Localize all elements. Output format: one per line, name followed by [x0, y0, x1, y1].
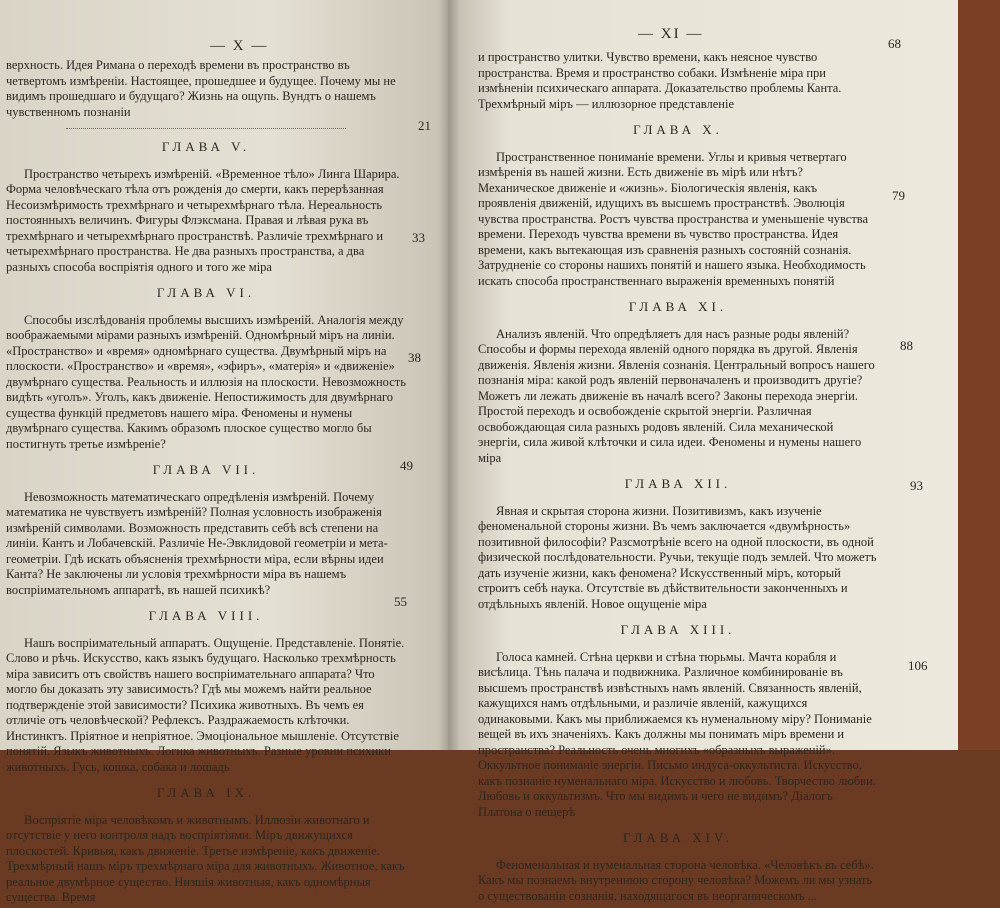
chapter-text: Воспрiятiе мiра человѣкомъ и животнымъ. Иллюзiи животнаго и отсутствiе у него контроля надъ воспрiятiями. Мiръ движущихся плоскостей. Кривыя, какъ движенiе. Третье измѣренiе, какъ движенiе. Трехмѣрный нашъ мiръ трехмѣрнаго мiра для животныхъ. Животное, какъ реальное двумѣрное существо. Низшiя животныя, какъ одномѣрныя существа. Время: [6, 812, 405, 904]
chapter-title: ГЛАВА VI.: [156, 285, 256, 300]
chapter-xiii: [478, 622, 878, 820]
chapter-text: Пространственное пониманiе времени. Углы и кривыя четвертаго измѣренiя въ нашей жизни. Есть движенiе въ мiрѣ или нѣтъ? Механическое движенiе и «жизнь». Бiологическiя явленiя, какъ проявленiя движенiй, идущихъ въ высшемъ пространствѣ. Эволюцiя чувства пространства. Ростъ чувства пространства и уменьшенiе чувства времени. Переходъ чувства времени въ чувство пространства. Идея времени, какъ вытекающая изъ сравненiя разныхъ состоянiй сознанiя. Затрудненiе со стороны нашихъ понятiй и нашего языка. Необходимость искать способа пространственнаго выраженiя временныхъ понятiй: [478, 149, 869, 288]
book-cover-edge: [958, 0, 1000, 750]
chapter-ix: [6, 785, 406, 906]
chapter-viii: [6, 608, 406, 775]
page-number: 93: [910, 478, 923, 493]
left-column: [6, 58, 406, 908]
page-number: 79: [892, 188, 905, 203]
page-number: 38: [408, 350, 421, 365]
chapter-title: ГЛАВА XIII.: [620, 622, 736, 637]
chapter-text: Невозможность математическаго опредѣленiя измѣренiй. Почему математика не чувствуетъ измѣренiй? Полная условность изображенiя измѣренiй символами. Возможность представить себѣ всѣ степени на линiи. Кантъ и Лобачевскiй. Различiе Не-Эвклидовой геометрiи и мета-геометрiи. Гдѣ искать объясненiя трехмѣрности мiра, если вѣрны идеи Канта? Не заключены ли условiя трехмѣрности мiра въ нашемъ воспрiимательномъ аппаратѣ, въ нашей психикѣ?: [6, 489, 388, 597]
chapter-xi: [478, 299, 878, 466]
page-number: 88: [900, 338, 913, 353]
page-number: 33: [412, 230, 425, 245]
right-intro: и пространство улитки. Чувство времени, какъ неясное чувство пространства. Время и пространство собаки. Измѣненiе мiра при измѣненiи психическаго аппарата. Доказательство проблемы Канта. Трехмѣрный мiръ — иллюзорное представленiе: [478, 50, 842, 111]
chapter-vii: [6, 462, 406, 598]
chapter-v: [6, 139, 406, 275]
left-page: [0, 0, 448, 904]
chapter-text: Нашъ воспрiимательный аппаратъ. Ощущенiе. Представленiе. Понятiе. Слово и рѣчь. Искусство, какъ языкъ будущаго. Насколько трехмѣрность мiра зависитъ отъ свойствъ нашего воспрiимательнаго аппарата? Что могло бы доказать эту зависимость? Гдѣ мы можемъ найти реальное подтвержденiе этой зависимости? Психика животныхъ. Въ чемъ ея отличiе отъ человѣческой? Рефлексъ. Раздражаемость клѣточки. Инстинктъ. Прiятное и непрiятное. Эмоцiональное мышленiе. Отсутствiе понятiй. Языкъ животныхъ. Логика животныхъ. Разные уровни психики животныхъ. Гусь, кошка, собака и лошадь: [6, 635, 405, 774]
page-number: 21: [418, 118, 431, 133]
right-column: [478, 50, 878, 906]
page-number: 55: [394, 594, 407, 609]
chapter-x: [478, 122, 878, 289]
chapter-title: ГЛАВА IX.: [156, 785, 256, 800]
chapter-title: ГЛАВА VII.: [152, 462, 260, 477]
page-number: 106: [908, 658, 928, 673]
chapter-text: Способы изслѣдованiя проблемы высшихъ измѣренiй. Аналогiя между воображаемыми мiрами разныхъ измѣренiй. Одномѣрный мiръ на линiи. «Пространство» и «время» одномѣрнаго существа. Двумѣрный мiръ на плоскости. «Пространство» и «время», «эфиръ», «матерiя» и «движенiе» двумѣрнаго существа. Реальность и иллюзiя на плоскости. Невозможность видѣть «уголъ». Уголъ, какъ движенiе. Непостижимость для двумѣрнаго существа функцiй предметовъ нашего мiра. Феномены и нумены двумѣрнаго существа. Какимъ образомъ плоское существо могло бы постигнуть третье измѣренiе?: [6, 312, 406, 451]
chapter-title: ГЛАВА XI.: [628, 299, 728, 314]
chapter-vi: [6, 285, 406, 452]
book-gutter: [438, 0, 460, 750]
chapter-text: Голоса камней. Стѣна церкви и стѣна тюрьмы. Мачта корабля и висѣлица. Тѣнь палача и подвижника. Различное комбинированiе въ высшемъ пространствѣ извѣстныхъ намъ явленiй. Связанность явленiй, кажущихся намъ отдѣльными, и различiе явленiй, кажущихся одинаковыми. Какъ мы приближаемся къ нуменальному мiру? Пониманiе вещей въ ихъ значенiяхъ. Какъ должны мы понимать мiръ времени и пространства? Реальность очень многихъ «образныхъ выраженiй». Оккультное пониманiе энергiи. Письмо индуса-оккультиста. Искусство, какъ познанiе нуменальнаго мiра. Искусство и любовь. Творчество любви. Любовь и оккультизмъ. Что мы видимъ и чего не видимъ? Дiалогъ Платона о пещерѣ: [478, 649, 876, 819]
left-folio: — X —: [210, 38, 269, 54]
chapter-title: ГЛАВА X.: [633, 122, 723, 137]
chapter-title: ГЛАВА XIV.: [623, 830, 733, 845]
chapter-text: Феноменальная и нуменальная сторона человѣка. «Человѣкъ въ себѣ». Какъ мы познаемъ внутреннюю сторону человѣка? Можемъ ли мы узнать о существованiи сознанiя, находящагося въ неорганическомъ ...: [478, 857, 874, 903]
chapter-xii: [478, 476, 878, 612]
page-number: 49: [400, 458, 413, 473]
chapter-title: ГЛАВА VIII.: [148, 608, 264, 623]
left-intro: верхность. Идея Римана о переходѣ времени въ пространство въ четвертомъ измѣренiи. Настоящее, прошедшее и будущее. Почему мы не видимъ прошедшаго и будущаго? Жизнь на ощупь. Вундтъ о нашемъ чувственномъ познанiи: [6, 58, 396, 119]
right-folio: — XI —: [638, 26, 704, 42]
chapter-title: ГЛАВА XII.: [624, 476, 732, 491]
chapter-xiv: [478, 830, 878, 904]
chapter-text: Пространство четырехъ измѣренiй. «Временное тѣло» Линга Шарира. Форма человѣческаго тѣла отъ рожденiя до смерти, какъ перерѣзанная Несоизмѣримость трехмѣрнаго и четырехмѣрнаго тѣла. Нереальность постоянныхъ величинъ. Фигуры Флэксмана. Правая и лѣвая рука въ трехмѣрнаго и четырехмѣрнаго пространствѣ. Различiе трехмѣрнаго и четырехмѣрнаго пространства. Не два разныхъ пространства, а два разныхъ способа воспрiятiя одного и того же мiра: [6, 166, 400, 274]
page-number: 68: [888, 36, 901, 51]
chapter-text: Анализъ явленiй. Что опредѣляетъ для насъ разные роды явленiй? Способы и формы перехода явленiй одного порядка въ другой. Явленiя движенiя. Явленiя жизни. Явленiя сознанiя. Центральный вопросъ нашего познанiя мiра: какой родъ явленiй первоначаленъ и производитъ другiе? Можетъ ли лежать движенiе въ началѣ всего? Законы перехода энергiи. Простой переходъ и освобожденiе скрытой энергiи. Различная освобождающая сила разныхъ родовъ явленiй. Сила механической энергiи, сила живой клѣточки и сила идеи. Феномены и нумены нашего мiра: [478, 326, 875, 465]
chapter-title: ГЛАВА V.: [161, 139, 251, 154]
chapter-text: Явная и скрытая сторона жизни. Позитивизмъ, какъ изученiе феноменальной стороны жизни. Въ чемъ заключается «двумѣрность» позитивной философiи? Разсмотрѣнiе всего на одной плоскости, въ одной физической послѣдовательности. Ручьи, текущiе подъ землей. Что можетъ дать изученiе жизни, какъ феномена? Искусственный мiръ, который строитъ себѣ наука. Отсутствiе въ дѣйствительности законченныхъ и отдѣльныхъ явленiй. Новое ощущенiе мiра: [478, 503, 877, 611]
right-page: [448, 0, 958, 903]
